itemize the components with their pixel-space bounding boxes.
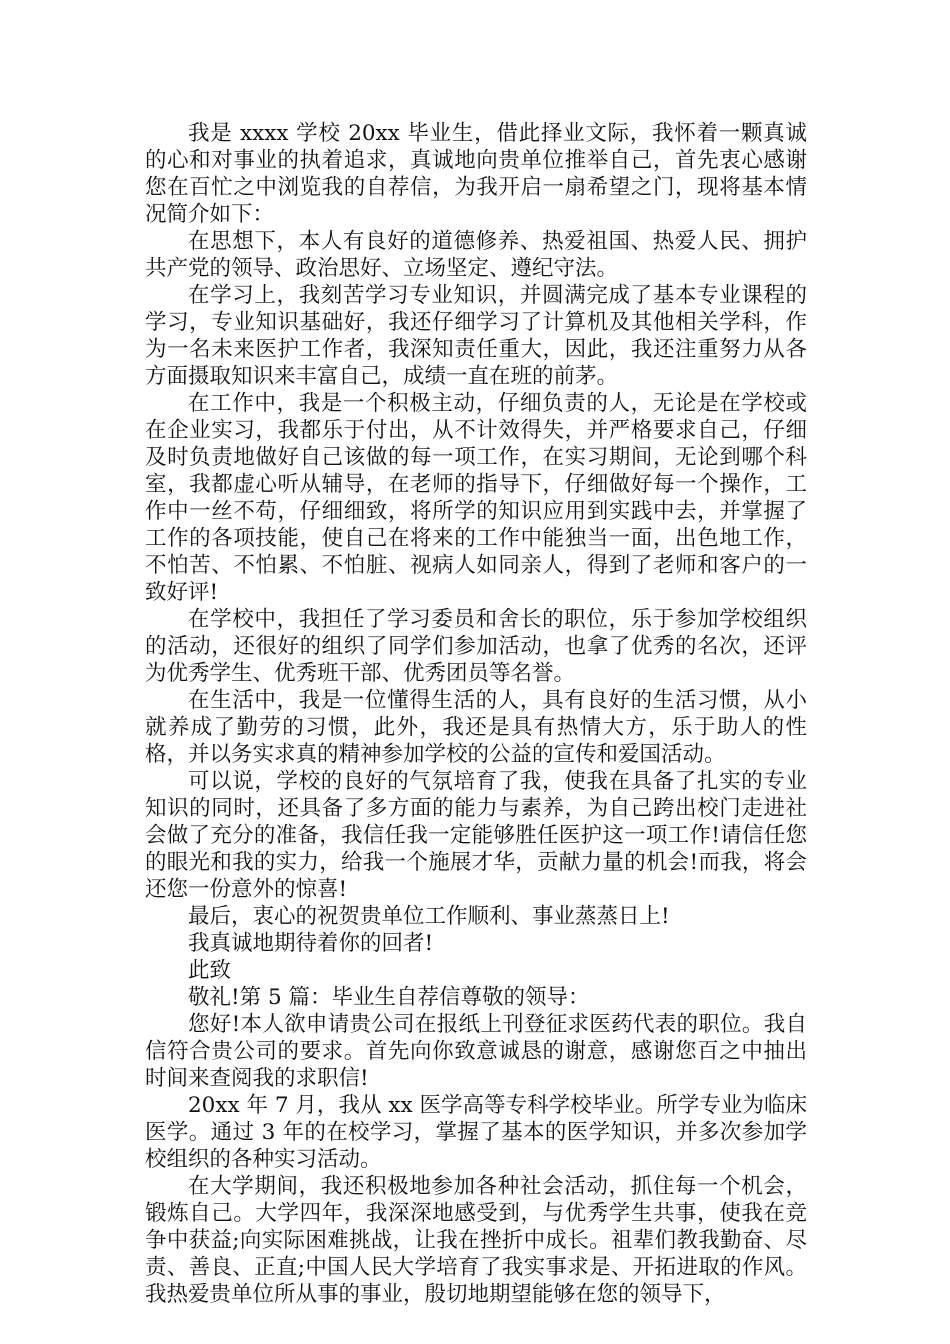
paragraph-graduation: 20xx 年 7 月，我从 xx 医学高等专科学校毕业。所学专业为临床医学。通过 3 年的在校学习，掌握了基本的医学知识，并多次参加学校组织的各种实习活动。 xyxy=(145,1093,807,1172)
paragraph-closing-wish: 最后，衷心的祝贺贵单位工作顺利、事业蒸蒸日上! xyxy=(188,904,670,929)
paragraph-study: 在学习上，我刻苦学习专业知识，并圆满完成了基本专业课程的学习，专业知识基础好，我还仔细学习了计算机及其他相关学科，作为一名未来医护工作者，我深知责任重大，因此，我还注重努力从各方面摄取知识来丰富自己，成绩一直在班的前茅。 xyxy=(145,283,807,389)
paragraph-summary: 可以说，学校的良好的气氛培育了我，使我在具备了扎实的专业知识的同时，还具备了多方面的能力与素养，为自己跨出校门走进社会做了充分的准备，我信任我一定能够胜任医护这一项工作!请信任您的眼光和我的实力，给我一个施展才华，贡献力量的机会!而我，将会还您一份意外的惊喜! xyxy=(145,769,807,902)
salutation-cizhi: 此致 xyxy=(188,958,232,983)
salutation-jingli-heading: 敬礼!第 5 篇：毕业生自荐信尊敬的领导： xyxy=(188,985,590,1010)
document-body xyxy=(145,120,807,1308)
paragraph-life: 在生活中，我是一位懂得生活的人，具有良好的生活习惯，从小就养成了勤劳的习惯，此外，我还是具有热情大方，乐于助人的性格，并以务实求真的精神参加学校的公益的宣传和爱国活动。 xyxy=(145,688,807,767)
paragraph-work: 在工作中，我是一个积极主动，仔细负责的人，无论是在学校或在企业实习，我都乐于付出，从不计效得失，并严格要求自己，仔细及时负责地做好自己该做的每一项工作，在实习期间，无论到哪个科室，我都虚心听从辅导，在老师的指导下，仔细做好每一个操作，工作中一丝不苟，仔细细致，将所学的知识应用到实践中去，并掌握了工作的各项技能，使自己在将来的工作中能独当一面，出色地工作，不怕苦、不怕累、不怕脏、视病人如同亲人，得到了老师和客户的一致好评! xyxy=(145,391,807,605)
paragraph-intro: 我是 xxxx 学校 20xx 毕业生，借此择业文际，我怀着一颗真诚的心和对事业的执着追求，真诚地向贵单位推举自己，首先衷心感谢您在百忙之中浏览我的自荐信，为我开启一扇希望之门，现将基本情况简介如下： xyxy=(145,121,807,227)
paragraph-awaiting-reply: 我真诚地期待着你的回者! xyxy=(188,931,434,956)
paragraph-school: 在学校中，我担任了学习委员和舍长的职位，乐于参加学校组织的活动，还很好的组织了同学们参加活动，也拿了优秀的名次，还评为优秀学生、优秀班干部、优秀团员等名誉。 xyxy=(145,607,807,686)
paragraph-greeting: 您好!本人欲申请贵公司在报纸上刊登征求医药代表的职位。我自信符合贵公司的要求。首先向你致意诚恳的谢意，感谢您百之中抽出时间来查阅我的求职信! xyxy=(145,1012,807,1091)
paragraph-thought: 在思想下，本人有良好的道德修养、热爱祖国、热爱人民、拥护共产党的领导、政治思好、立场坚定、遵纪守法。 xyxy=(145,229,807,281)
paragraph-university: 在大学期间，我还积极地参加各种社会活动，抓住每一个机会，锻炼自己。大学四年，我深深地感受到，与优秀学生共事，使我在竞争中获益;向实际困难挑战，让我在挫折中成长。祖辈们教我勤奋、尽责、善良、正直;中国人民大学培育了我实事求是、开拓进取的作风。 我热爱贵单位所从事的事业，殷切地期望能够在您的领导下， xyxy=(145,1174,807,1307)
